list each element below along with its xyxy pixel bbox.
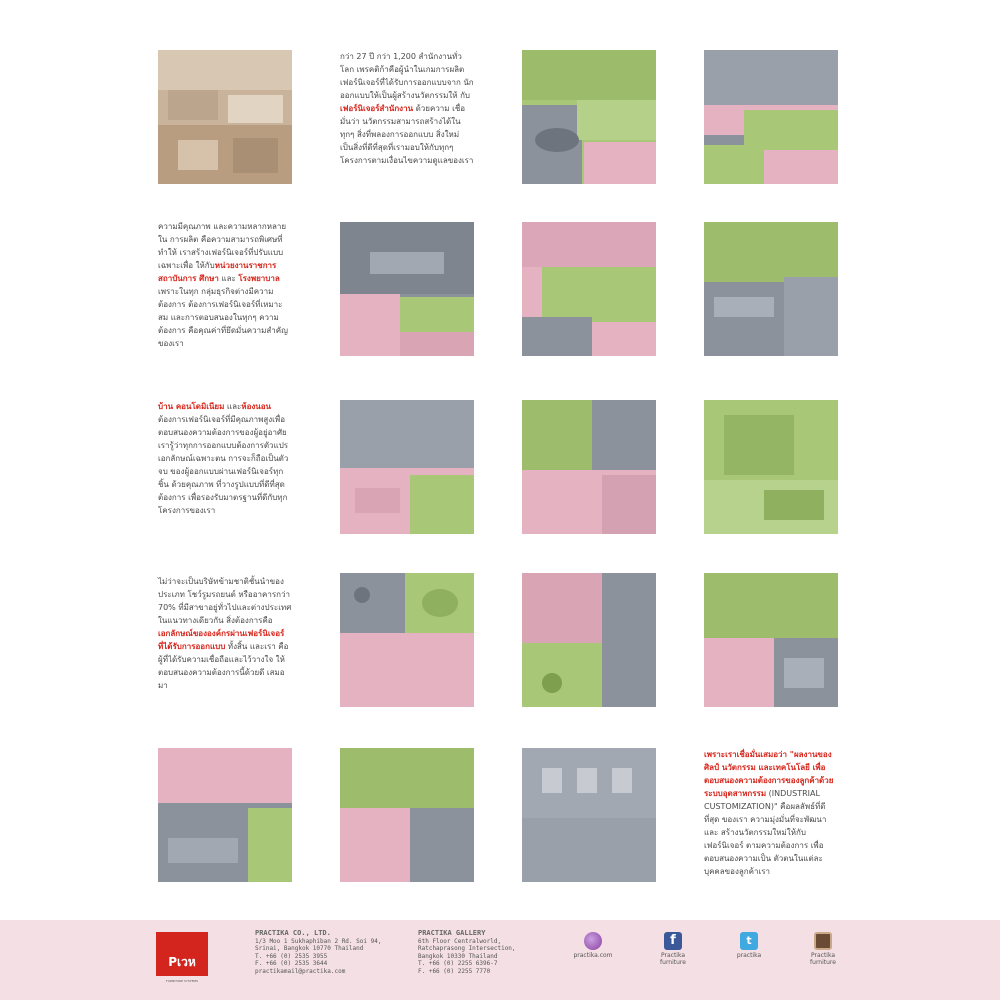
gallery-line2: Ratchaprasong Intersection, (418, 945, 516, 952)
showroom-photo-collage (340, 573, 474, 707)
company-tel: T. +66 (0) 2535 3955 (255, 952, 328, 960)
twitter-label: practika (736, 952, 762, 959)
intro-highlight: เฟอร์นิเจอร์สำนักงาน (340, 104, 414, 113)
condo-photo-collage (522, 400, 656, 534)
lounge-photo-collage (340, 748, 474, 882)
company-address-line1: 1/3 Moo 1 Sukhaphiban 2 Rd. Soi 94, (255, 937, 382, 945)
company-email-link[interactable]: practikamail@practika.com (255, 967, 346, 975)
gov-highlight: หน่วยงานราชการ สถาบันการ ศึกษา (158, 261, 277, 283)
corp-text-end: ทั้งสิ้น และเรา คือผู้ที่ได้รับความเชื่อถือและไว้วางใจ ให้ตอบสนองความต้องการนี้ด้วยดี เสมอมา (158, 642, 289, 690)
gov-text-mid: และ (218, 274, 239, 283)
living-room-photo-collage (340, 400, 474, 534)
gallery-name: PRACTIKA GALLERY (418, 929, 486, 937)
customization-highlight: เพราะเราเชื่อมั่นเสมอว่า "ผลงานของ ศิลป์ นวัตกรรม และเทคโนโลยี เพื่อ ตอบสนองความต้องการของลูกค้าด้วย ระบบอุตสาหกรรม (704, 750, 834, 798)
office-photo-collage-2 (522, 50, 656, 184)
customization-paragraph (704, 748, 838, 878)
intro-text-end: ด้วยความ เชื่อมั่นว่า นวัตกรรมสามารถสร้างได้ใน ทุกๆ สิ่งที่พลองการออกแบบ สิ่งใหม่ เป็นสิ่งที่ดีที่สุดที่เรามอบให้กับทุกๆ โครงการตามเงื่อนไขความดูแลของเรา (340, 104, 474, 165)
office-photo-collage-1 (158, 50, 292, 184)
facebook-icon: f (664, 932, 682, 950)
res-text-mid: และ (224, 402, 242, 411)
facebook-label: Practika furniture (660, 952, 686, 966)
residential-paragraph (158, 400, 292, 517)
gallery-fax: F. +66 (0) 2255 7770 (418, 967, 491, 975)
government-education-paragraph (158, 220, 292, 350)
motorcycle-showroom-photo-collage (522, 573, 656, 707)
intro-paragraph (340, 50, 474, 167)
hospital-highlight: โรงพยาบาล (238, 274, 280, 283)
intro-text: กว่า 27 ปี กว่า 1,200 สำนักงานทั่วโลก เพรคติก้าคือผู้นำในเกมการผลิต เฟอร์นิเจอร์ที่ได้รับการออกแบบจาก นักออกแบบให้เป็นผู้สร้างนวัตกรรมให้ กับ (340, 52, 474, 100)
practika-logo (156, 932, 208, 976)
instagram-icon (814, 932, 832, 950)
corp-highlight: เอกลักษณ์ขององค์กรผ่านเฟอร์นิเจอร์ ที่ได้รับการออกแบบ (158, 629, 285, 651)
corporate-paragraph (158, 575, 292, 692)
company-name: PRACTIKA CO., LTD. (255, 929, 331, 937)
meeting-room-photo-collage (340, 222, 474, 356)
gallery-line3: Bangkok 10330 Thailand (418, 952, 498, 960)
gallery-photo-collage (522, 748, 656, 882)
condo-highlight: บ้าน คอนโดมิเนียม (158, 402, 225, 411)
twitter-link[interactable] (724, 932, 774, 959)
corp-text: ไม่ว่าจะเป็นบริษัทข้ามชาติชั้นนำของ ประเภท โชว์รูมรถยนต์ หรืออาคารกว่า 70% ที่มีสาขาอยู่ทั่วไปและต่างประเทศ ในแนวทางเดียวกัน สิ่งต้องการคือ (158, 577, 292, 625)
instagram-link[interactable] (798, 932, 848, 966)
bedroom-highlight: ห้องนอน (241, 402, 272, 411)
logo-tagline: FURNITURE SYSTEMS (166, 979, 198, 983)
website-label: practika.com (573, 952, 613, 959)
bedroom-photo-collage (704, 400, 838, 534)
gallery-address (418, 930, 516, 975)
retail-photo-collage (704, 573, 838, 707)
res-text: ต้องการเฟอร์นิเจอร์ที่มีคุณภาพสูงเพื่อ ตอบสนองความต้องการของผู้อยู่อาศัย เรารู้ว่าทุกการออกแบบต้องการตัวแปร เอกลักษณ์เฉพาะตน การจะก็ถือเป็นตัวจบ ของผู้ออกแบบผ่านเฟอร์นิเจอร์ทุกชิ้น ด้วยคุณภาพ ที่วางรูปแบบที่ดีที่สุด ต้องการ เพื่อรองรับมาตรฐานที่ดีกับทุก โครงการของเรา (158, 415, 289, 515)
customization-text: (INDUSTRIAL CUSTOMIZATION)" คือผลลัพธ์ที่ดีที่สุด ของเรา ความมุ่งมั่นที่จะพัฒนาและ สร้างนวัตกรรมใหม่ให้กับเฟอร์นิเจอร์ ตามความต้องการ เพื่อตอบสนองความเป็น ตัวตนในแต่ละบุคคลของลูกค้าเรา (704, 789, 827, 876)
gov-text: ความมีคุณภาพ และความหลากหลายใน การผลิต คือความสามารถพิเศษที่ทำให้ เราสร้างเฟอร์นิเจอร์ที่ปรับแบบเฉพาะเพื่อ ให้กับ (158, 222, 287, 270)
company-fax: F. +66 (0) 2535 3644 (255, 960, 328, 967)
twitter-icon: t (740, 932, 758, 950)
auditorium-photo-collage (522, 222, 656, 356)
website-link[interactable] (568, 932, 618, 959)
company-address-line2: Srinai, Bangkok 10770 Thailand (255, 945, 364, 952)
facebook-link[interactable] (648, 932, 698, 966)
instagram-label: Practika furniture (810, 952, 836, 966)
globe-icon (584, 932, 602, 950)
hospital-photo-collage (704, 222, 838, 356)
bank-lobby-photo-collage (158, 748, 292, 882)
company-address (255, 930, 381, 975)
gov-text-end: เพราะในทุก กลุ่มธุรกิจต่างมีความต้องการ ต้องการเฟอร์นิเจอร์ที่เหมาะสม และการตอบสนองในทุกๆ ความต้องการ คือคุณค่าที่ยึดมั่นความสำคัญของเรา (158, 287, 288, 348)
office-photo-collage-3 (704, 50, 838, 184)
gallery-line1: 6th Floor Centralworld, (418, 937, 502, 945)
logo-text: Pเวห (168, 955, 196, 969)
gallery-tel: T. +66 (0) 2255 6396-7 (418, 960, 498, 967)
